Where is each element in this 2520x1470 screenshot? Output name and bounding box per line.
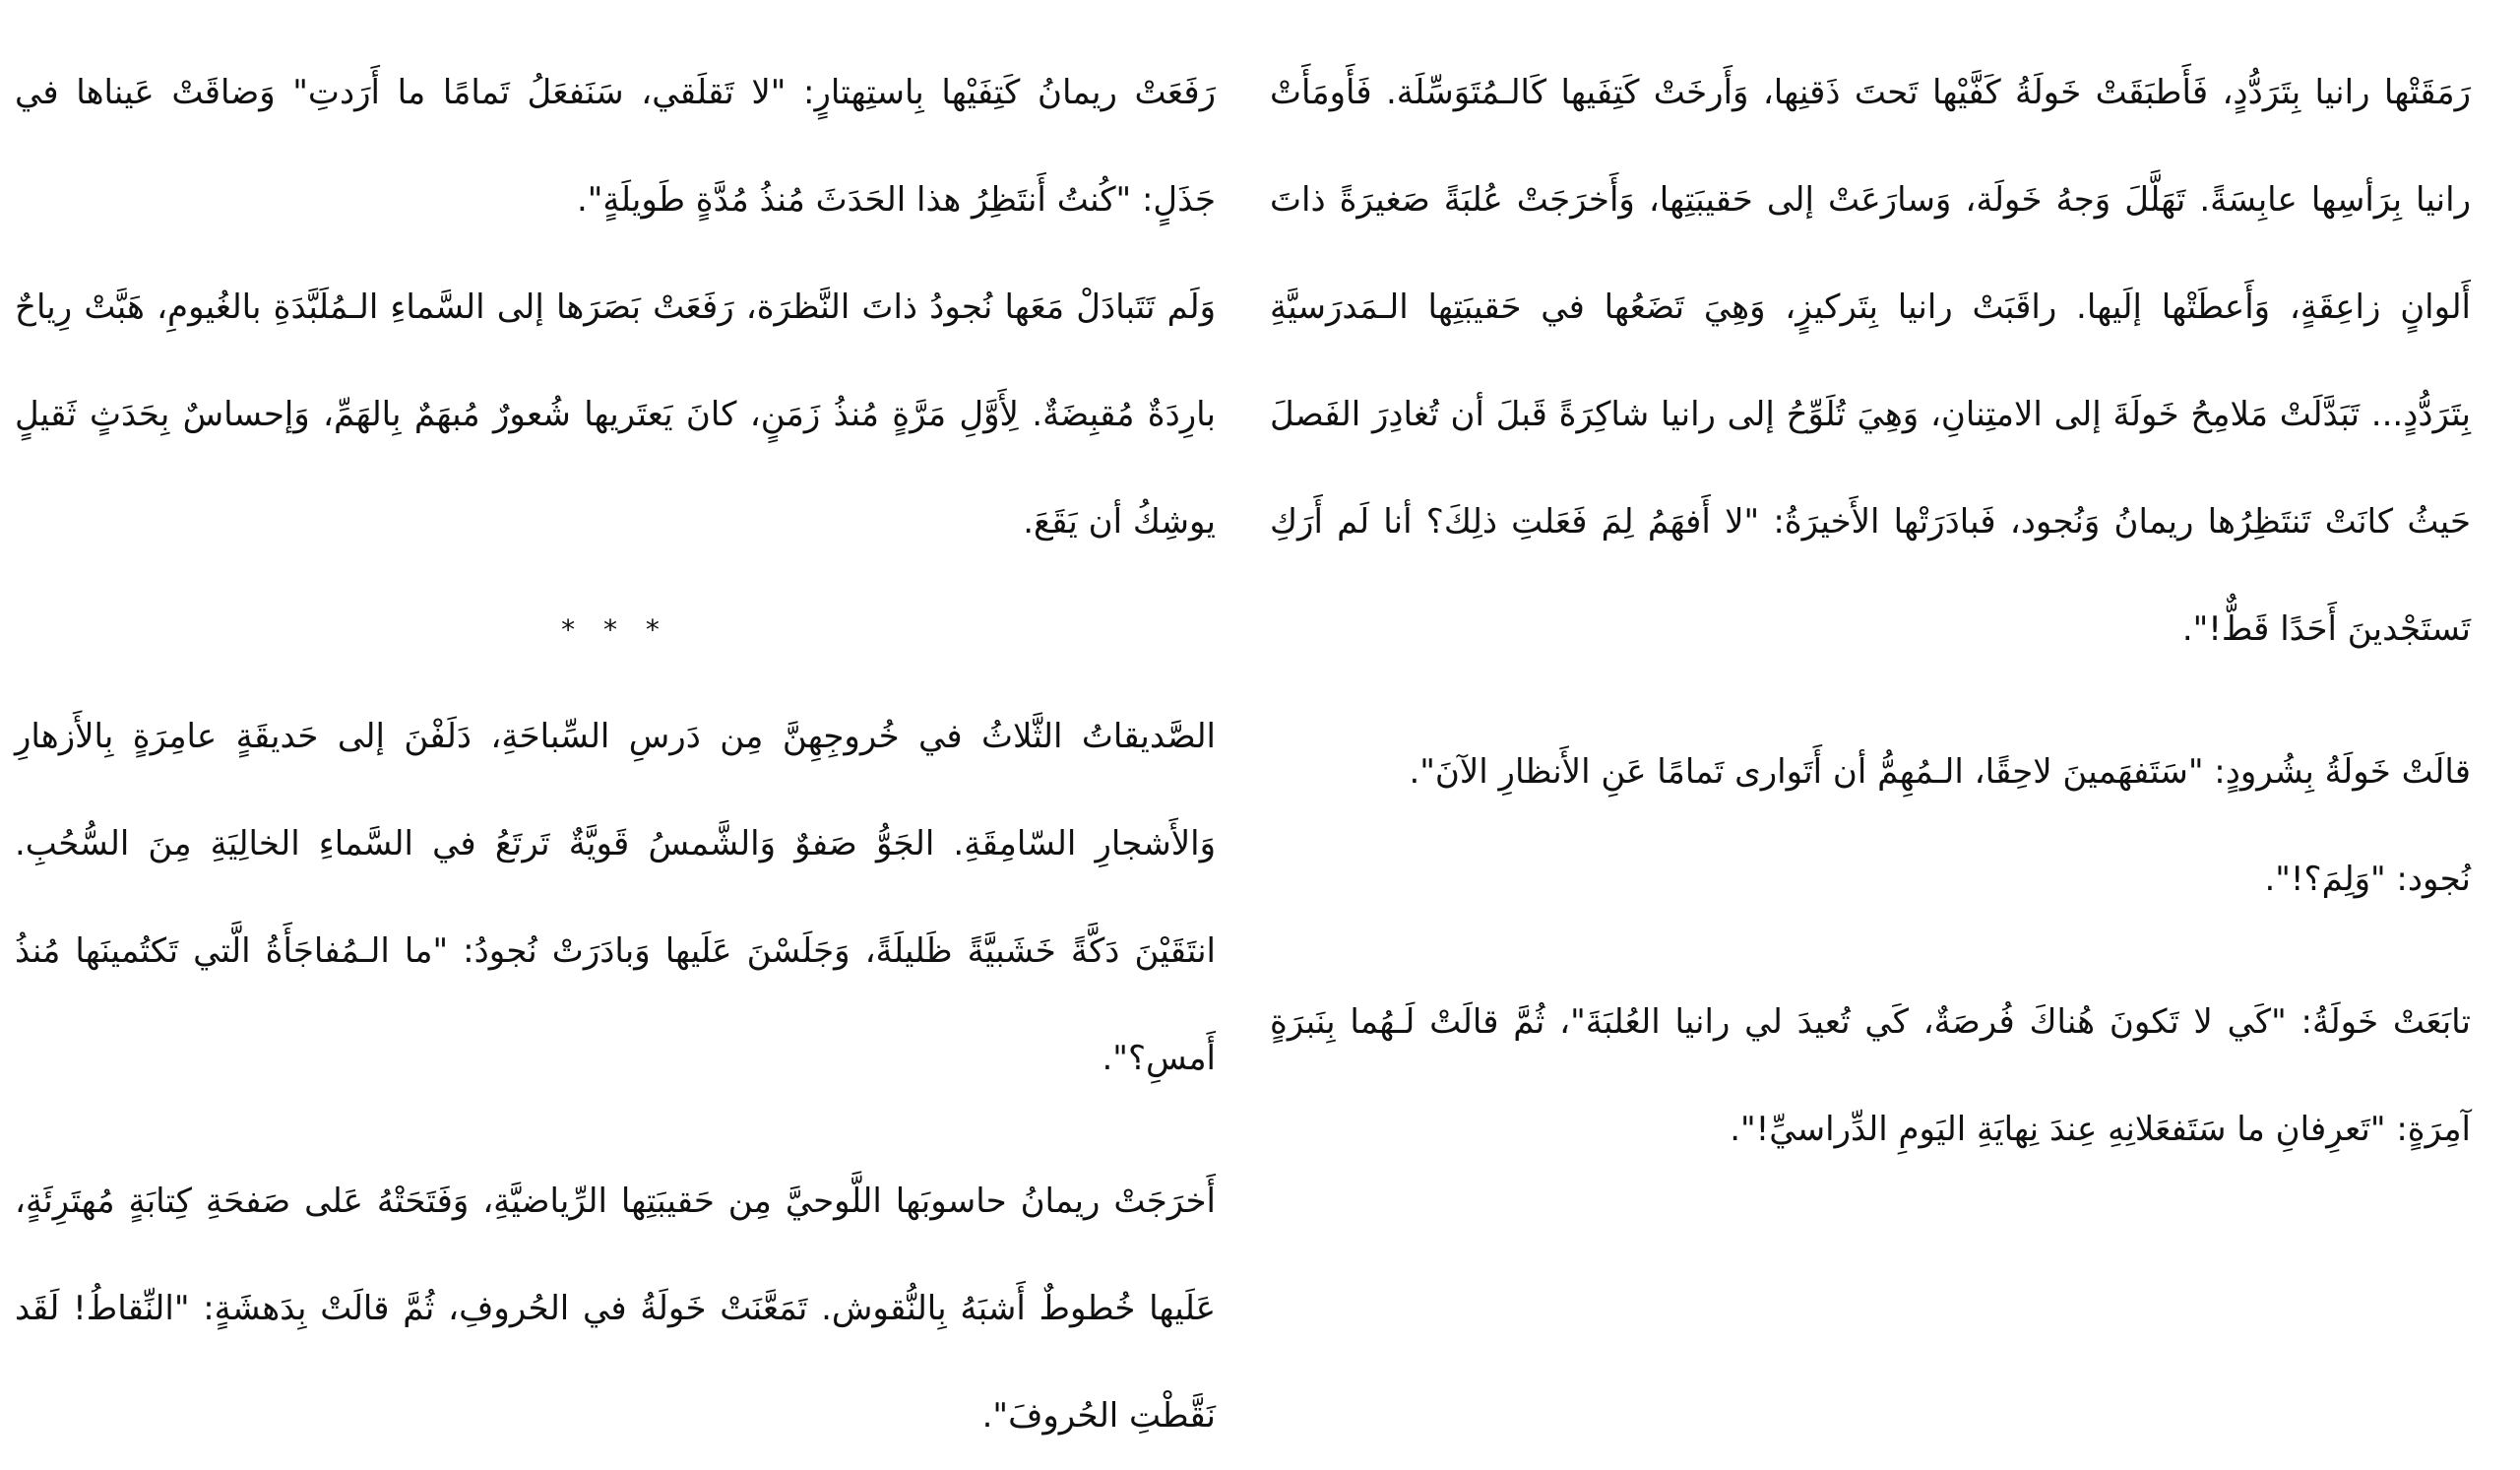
- paragraph: نُجود: "وَلِمَ؟!".: [2264, 860, 2471, 899]
- paragraph: وَلَم تَتَبادَلْ مَعَها نُجودُ ذاتَ النَّظرَة، رَفَعَتْ بَصَرَها إلى السَّماءِ الـمُلَبَّدَةِ بالغُيومِ، هَبَّتْ رِياحٌ بارِدَةٌ مُقبِضَةٌ. لِأَوَّلِ مَرَّةٍ مُنذُ زَمَنٍ، كانَ يَعتَريها شُعورٌ مُبهَمٌ بِالهَمِّ، وَإحساسٌ بِحَدَثٍ ثَقيلٍ يوشِكُ أن يَقَعَ.: [15, 288, 1216, 542]
- paragraph: أَخرَجَتْ ريمانُ حاسوبَها اللَّوحيَّ مِن حَقيبَتِها الرِّياضيَّةِ، وَفَتَحَتْهُ عَلى صَفحَةِ كِتابَةٍ مُهتَرِئَةٍ، عَلَيها خُطوطٌ أَشبَهُ بِالنُّقوش. تَمَعَّنَتْ خَولَةُ في الحُروفِ، ثُمَّ قالَتْ بِدَهشَةٍ: "النِّقاطُ! لَقَد نَقَّطْتِ الحُروفَ".: [15, 1182, 1216, 1436]
- paragraph: رَفَعَتْ ريمانُ كَتِفَيْها بِاستِهتارٍ: "لا تَقلَقي، سَنَفعَلُ تَمامًا ما أَرَدتِ" وَضاقَتْ عَيناها في جَذَلٍ: "كُنتُ أَنتَظِرُ هذا الحَدَثَ مُنذُ مُدَّةٍ طَويلَةٍ".: [15, 73, 1216, 220]
- book-spread: [0, 39, 2520, 1436]
- section-divider: * * *: [561, 613, 669, 646]
- right-page-column: [1270, 39, 2471, 1183]
- paragraph: الصَّديقاتُ الثَّلاثُ في خُروجِهِنَّ مِن دَرسِ السِّباحَةِ، دَلَفْنَ إلى حَديقَةٍ عامِرَةٍ بِالأَزهارِ وَالأَشجارِ السّامِقَةِ. الجَوُّ صَفوٌ وَالشَّمسُ قَويَّةٌ تَرتَعُ في السَّماءِ الخالِيَةِ مِنَ السُّحُبِ. انتَقَيْنَ دَكَّةً خَشَبيَّةً ظَليلَةً، وَجَلَسْنَ عَلَيها وَبادَرَتْ نُجودُ: "ما الـمُفاجَأَةُ الَّتي تَكتُمينَها مُنذُ أَمسِ؟".: [15, 717, 1216, 1078]
- paragraph: رَمَقَتْها رانيا بِتَرَدُّدٍ، فَأَطبَقَتْ خَولَةُ كَفَّيْها تَحتَ ذَقنِها، وَأَرخَتْ كَتِفَيها كَالـمُتَوَسِّلَة. فَأَومَأَتْ رانيا بِرَأسِها عابِسَةً. تَهَلَّلَ وَجهُ خَولَة، وَسارَعَتْ إلى حَقيبَتِها، وَأَخرَجَتْ عُلبَةً صَغيرَةً ذاتَ أَلوانٍ زاعِقَةٍ، وَأَعطَتْها إلَيها. راقَبَتْ رانيا بِتَركيزٍ، وَهِيَ تَضَعُها في حَقيبَتِها الـمَدرَسيَّةِ بِتَرَدُّدٍ... تَبَدَّلَتْ مَلامِحُ خَولَةَ إلى الامتِنانِ، وَهِيَ تُلَوِّحُ إلى رانيا شاكِرَةً قَبلَ أن تُغادِرَ الفَصلَ حَيثُ كانَتْ تَنتَظِرُها ريمانُ وَنُجود، فَبادَرَتْها الأَخيرَةُ: "لا أَفهَمُ لِمَ فَعَلتِ ذلِكَ؟ أنا لَم أَرَكِ تَستَجْدينَ أَحَدًا قَطٌّ!".: [1270, 73, 2471, 649]
- paragraph: تابَعَتْ خَولَةُ: "كَي لا تَكونَ هُناكَ فُرصَةٌ، كَي تُعيدَ لي رانيا العُلبَةَ"، ثُمَّ قالَتْ لَـهُما بِنَبرَةٍ آمِرَةٍ: "تَعرِفانِ ما سَتَفعَلانِهِ عِندَ نِهايَةِ اليَومِ الدِّراسيِّ!".: [1270, 1002, 2471, 1149]
- left-page-column: [15, 39, 1216, 1470]
- paragraph: قالَتْ خَولَةُ بِشُرودٍ: "سَتَفهَمينَ لاحِقًا، الـمُهِمُّ أن أَتَوارى تَمامًا عَنِ الأَنظارِ الآنَ".: [1409, 752, 2471, 792]
